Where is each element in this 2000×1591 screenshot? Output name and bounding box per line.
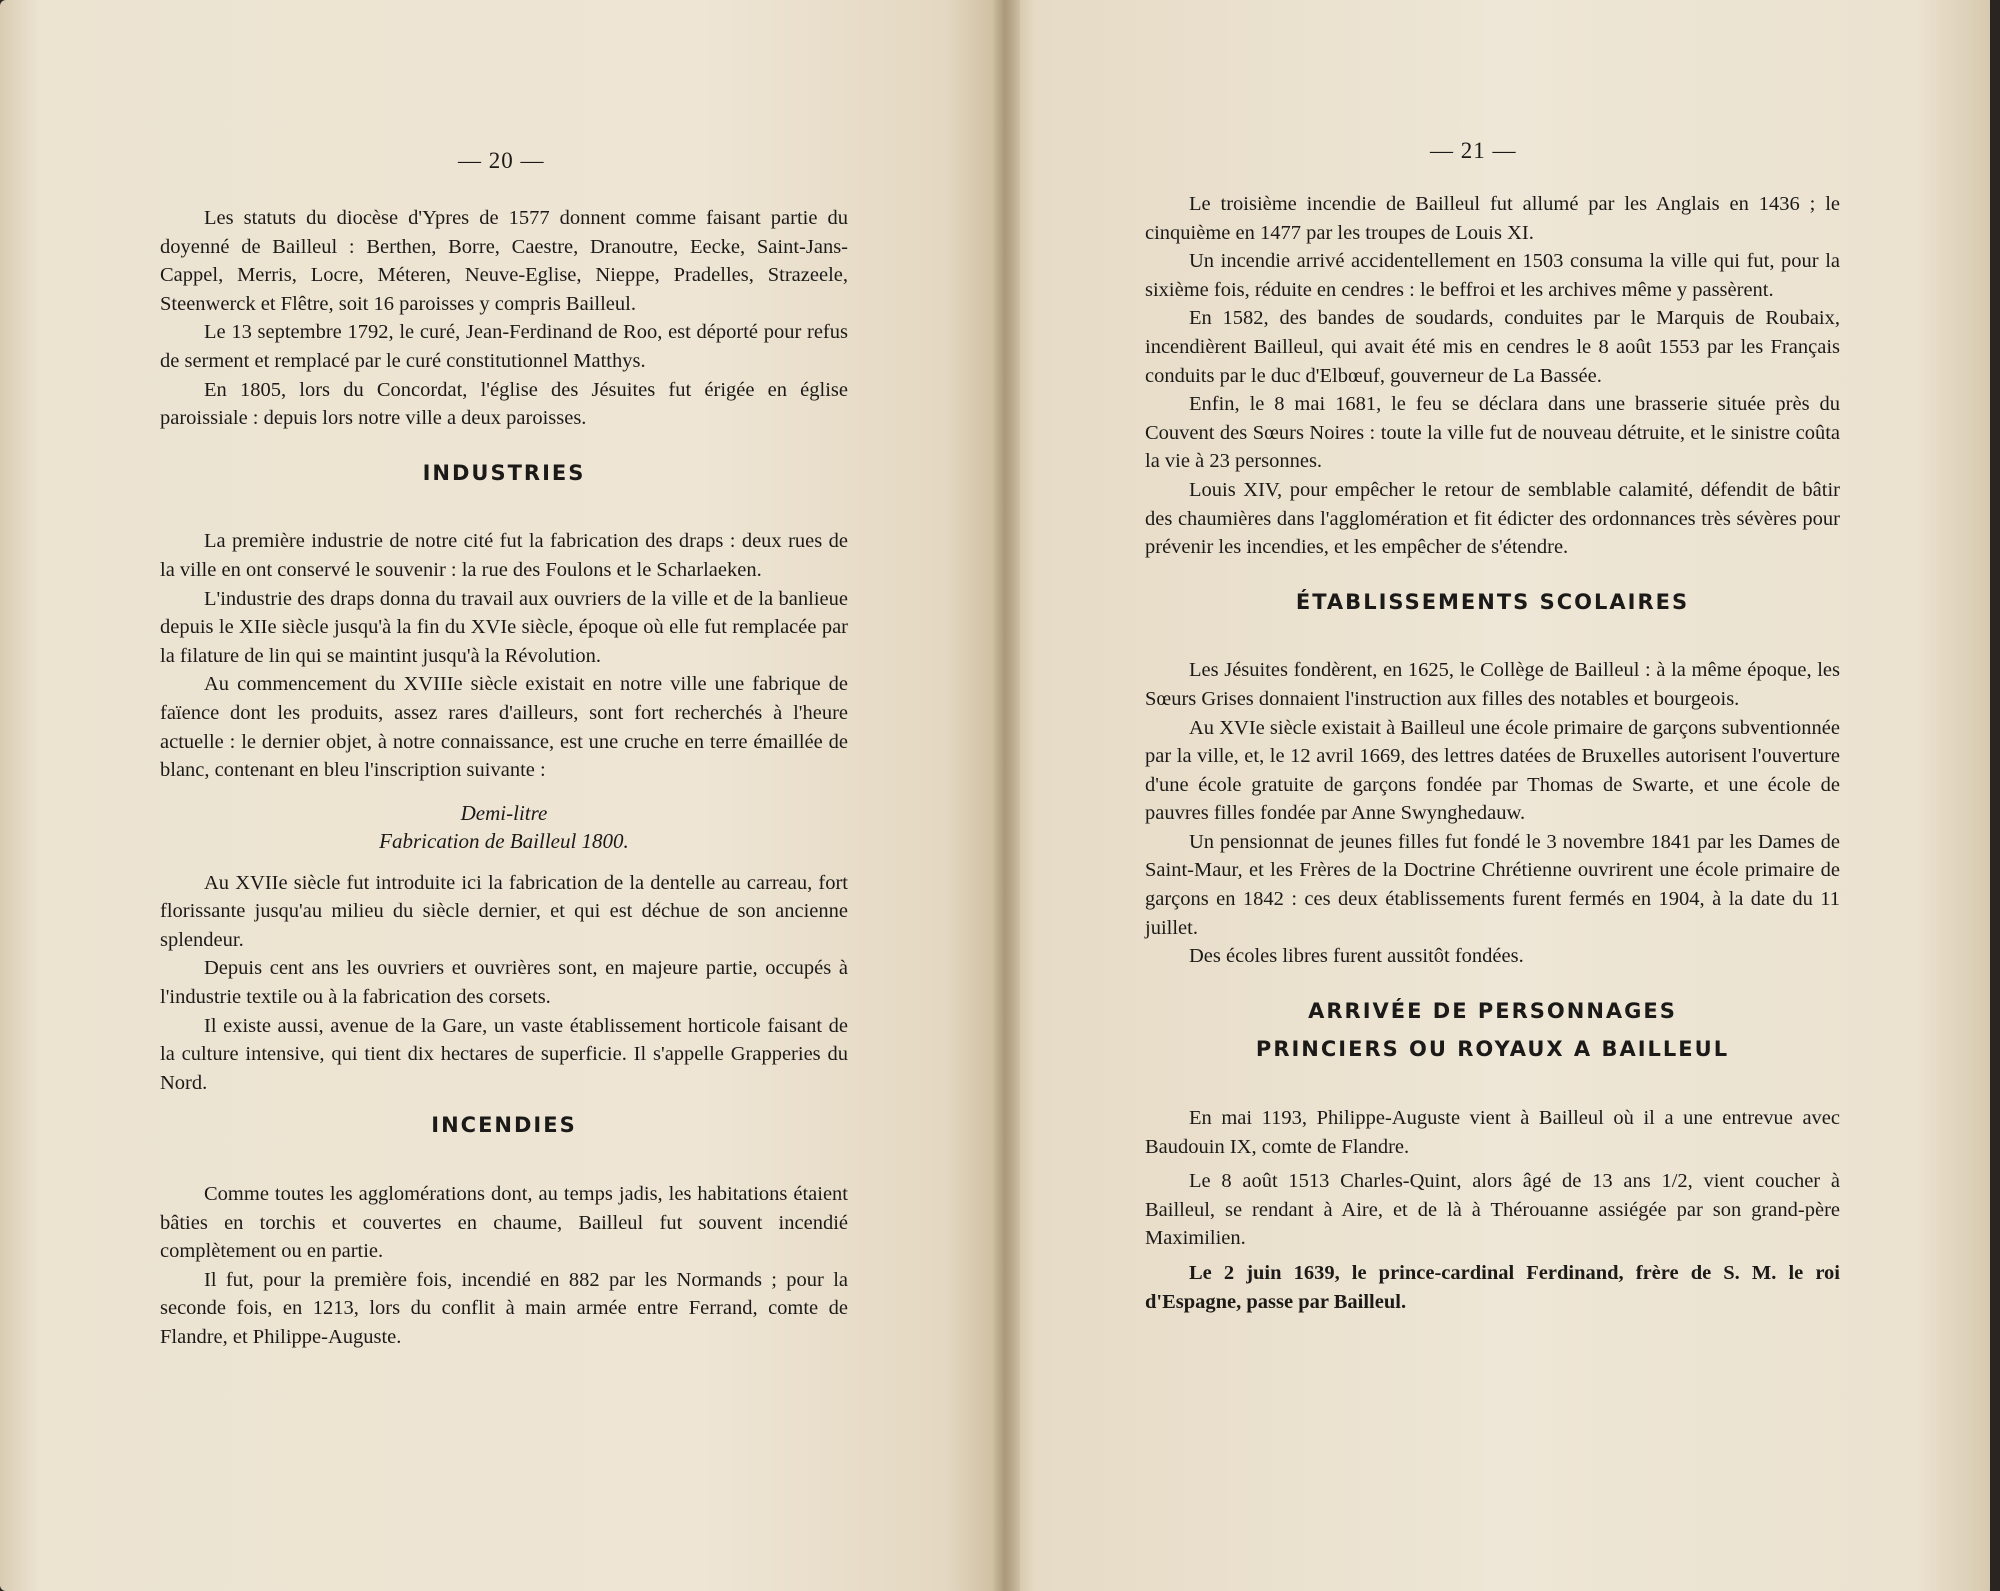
right-page — [1005, 0, 1995, 1591]
paragraph: En 1582, des bandes de soudards, conduites par le Marquis de Roubaix, incendièrent Bailleul, qui avait été mis en cendres le 8 août 1553 par les Français conduits par le duc d'Elbœuf, gouverneur de La Bassée. — [1145, 307, 1840, 387]
inscription-line-2: Fabrication de Bailleul 1800. — [379, 828, 629, 853]
section-heading-arrivee-line-2: PRINCIERS OU ROYAUX A BAILLEUL — [1255, 1037, 1730, 1062]
section-heading-etablissements: ÉTABLISSEMENTS SCOLAIRES — [1295, 589, 1690, 614]
page-number-left: — 20 — — [458, 148, 545, 173]
paragraph: Au XVIe siècle existait à Bailleul une école primaire de garçons subventionnée par la ville, et, le 12 avril 1669, des lettres datées de Bruxelles autorisent l'ouverture d'une école gratuite de garçons fondée par Thomas de Swarte, et une école de pauvres filles fondée par Anne Swynghedauw. — [1145, 716, 1840, 825]
right-page-text — [1145, 190, 1840, 1316]
paragraph: Au XVIIe siècle fut introduite ici la fabrication de la dentelle au carreau, fort florissante jusqu'au milieu du siècle dernier, et qui est déchue de son ancienne splendeur. — [160, 871, 848, 951]
paragraph: Il existe aussi, avenue de la Gare, un vaste établissement horticole faisant de la culture intensive, qui tient dix hectares de superficie. Il s'appelle Grapperies du Nord. — [160, 1014, 848, 1094]
paragraph: L'industrie des draps donna du travail aux ouvriers de la ville et de la banlieue depuis le XIIe siècle jusqu'à la fin du XVIe siècle, époque où elle fut remplacée par la filature de lin qui se maintint jusqu'à la Révolution. — [160, 587, 848, 667]
paragraph: Comme toutes les agglomérations dont, au temps jadis, les habitations étaient bâties en torchis et couvertes en chaume, Bailleul fut souvent incendié complètement ou en partie. — [160, 1183, 848, 1263]
paragraph: Le 13 septembre 1792, le curé, Jean-Ferdinand de Roo, est déporté pour refus de serment et remplacé par le curé constitutionnel Matthys. — [160, 321, 848, 372]
paragraph: Enfin, le 8 mai 1681, le feu se déclara dans une brasserie située près du Couvent des Sœurs Noires : toute la ville fut de nouveau détruite, et le sinistre coûta la vie à 23 personnes. — [1145, 393, 1840, 473]
paragraph: Au commencement du XVIIIe siècle existait en notre ville une fabrique de faïence dont les produits, assez rares d'ailleurs, sont fort recherchés à l'heure actuelle : le dernier objet, à notre connaissance, est une cruche en terre émaillée de blanc, contenant en bleu l'inscription suivante : — [160, 673, 848, 782]
section-heading-incendies: INCENDIES — [431, 1113, 577, 1138]
paragraph: Les statuts du diocèse d'Ypres de 1577 donnent comme faisant partie du doyenné de Bailleul : Berthen, Borre, Caestre, Dranoutre, Eecke, Saint-Jans-Cappel, Merris, Locre, Méteren, Neuve-Eglise, Nieppe, Pradelles, Strazeele, Steenwerck et Flêtre, soit 16 paroisses y compris Bailleul. — [160, 207, 848, 315]
background-edge — [1990, 0, 2000, 1591]
paragraph: Le 8 août 1513 Charles-Quint, alors âgé de 13 ans 1/2, vient coucher à Bailleul, se rendant à Aire, et de là à Thérouanne assiégée par son grand-père Maximilien. — [1145, 1170, 1840, 1250]
paragraph: Le 2 juin 1639, le prince-cardinal Ferdinand, frère de S. M. le roi d'Espagne, passe par Bailleul. — [1145, 1262, 1840, 1313]
paragraph: En 1805, lors du Concordat, l'église des Jésuites fut érigée en église paroissiale : depuis lors notre ville a deux paroisses. — [160, 378, 848, 430]
paragraph: Depuis cent ans les ouvriers et ouvrières sont, en majeure partie, occupés à l'industrie textile ou à la fabrication des corsets. — [160, 957, 848, 1009]
section-heading-industries: INDUSTRIES — [422, 460, 586, 485]
paragraph: En mai 1193, Philippe-Auguste vient à Bailleul où il a une entrevue avec Baudouin IX, comte de Flandre. — [1145, 1107, 1840, 1158]
section-heading-arrivee-line-1: ARRIVÉE DE PERSONNAGES — [1308, 998, 1677, 1023]
paragraph: La première industrie de notre cité fut la fabrication des draps : deux rues de la ville en ont conservé le souvenir : la rue des Foulons et le Scharlaeken. — [160, 530, 848, 581]
paragraph: Le troisième incendie de Bailleul fut allumé par les Anglais en 1436 ; le cinquième en 1477 par les troupes de Louis XI. — [1145, 193, 1840, 244]
inscription-line-1: Demi-litre — [460, 800, 548, 825]
paragraph: Louis XIV, pour empêcher le retour de semblable calamité, défendit de bâtir des chaumières dans l'agglomération et fit édicter des ordonnances très sévères pour prévenir les incendies, et les empêcher de s'étendre. — [1145, 478, 1840, 559]
paragraph: Les Jésuites fondèrent, en 1625, le Collège de Bailleul : à la même époque, les Sœurs Grises donnaient l'instruction aux filles des notables et bourgeois. — [1145, 659, 1840, 710]
page-number-right: — 21 — — [1430, 138, 1517, 163]
paragraph: Un incendie arrivé accidentellement en 1503 consuma la ville qui fut, pour la sixième fois, réduite en cendres : le beffroi et les archives même y passèrent. — [1145, 250, 1840, 301]
paragraph: Un pensionnat de jeunes filles fut fondé le 3 novembre 1841 par les Dames de Saint-Maur, et les Frères de la Doctrine Chrétienne ouvrirent une école primaire de garçons en 1842 : ces deux établissements furent fermés en 1904, à la date du 11 juillet. — [1145, 830, 1840, 939]
paragraph: Il fut, pour la première fois, incendié en 882 par les Normands ; pour la seconde fois, en 1213, lors du conflit à main armée entre Ferrand, comte de Flandre, et Philippe-Auguste. — [160, 1268, 848, 1348]
paragraph: Des écoles libres furent aussitôt fondées. — [1189, 945, 1524, 968]
left-page-text — [160, 204, 848, 1352]
book-gutter — [992, 0, 1020, 1591]
